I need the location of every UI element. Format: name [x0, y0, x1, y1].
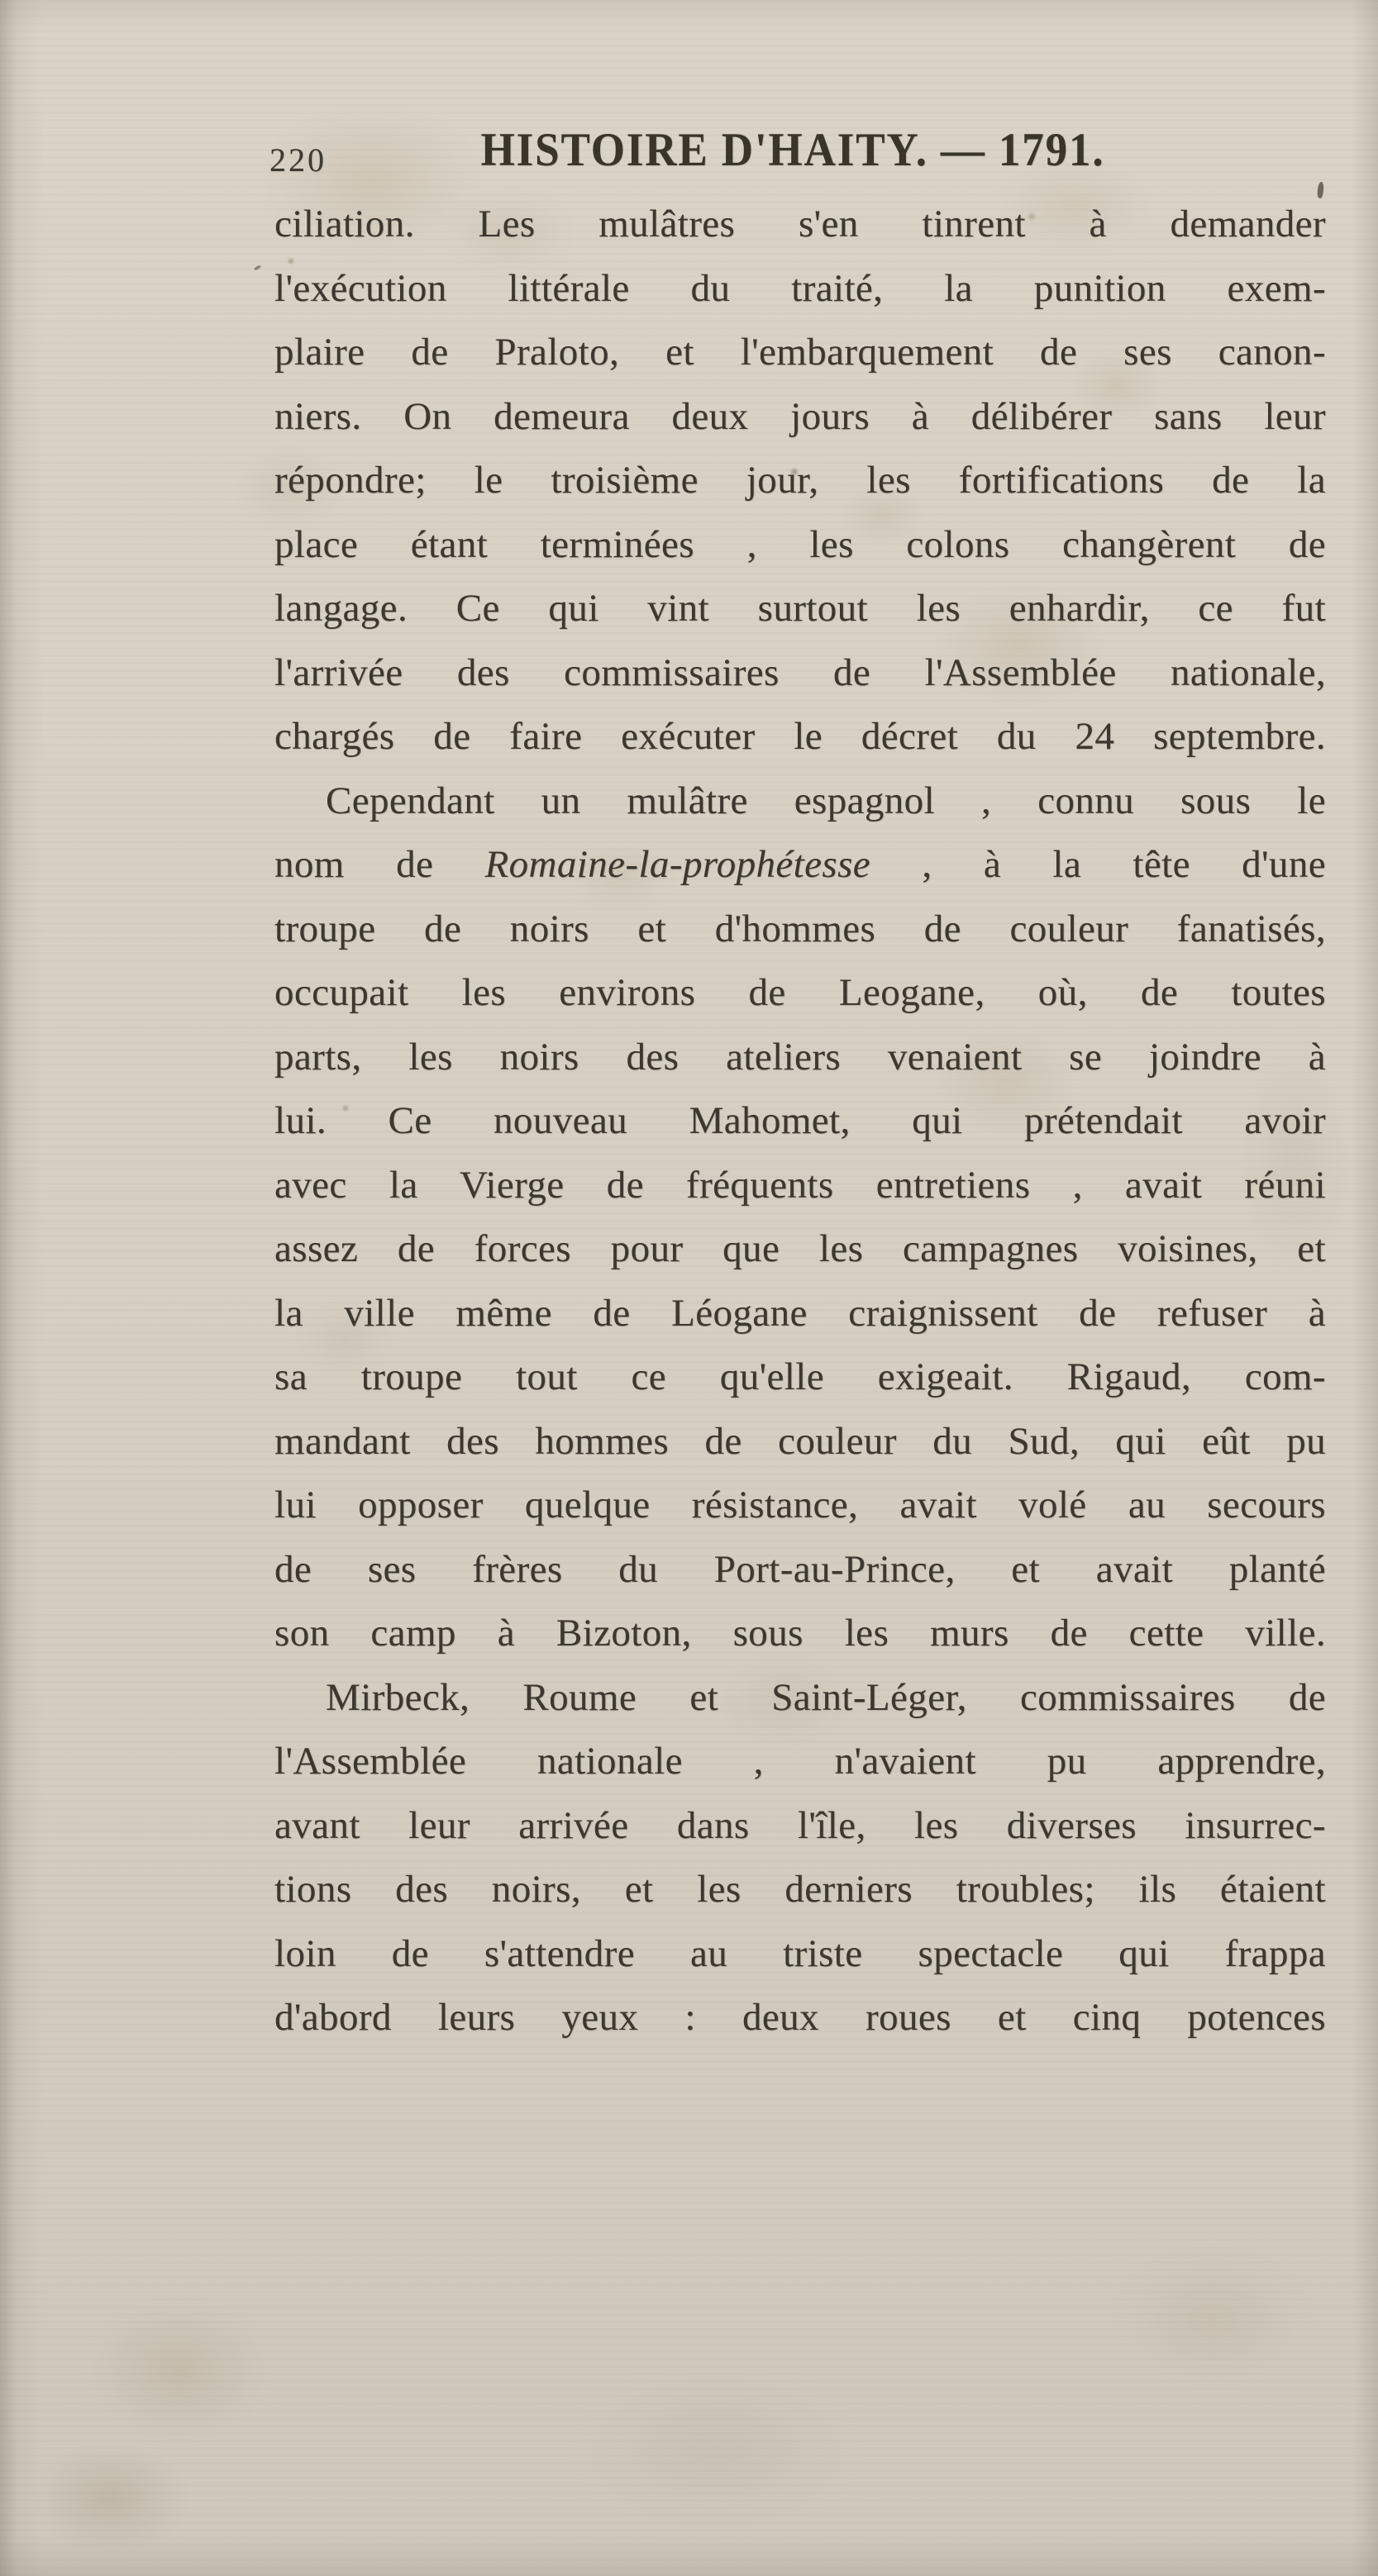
- page-header: [0, 0, 1378, 215]
- text-run: langage. Ce qui vint surtout les enhardir, ce fut: [274, 587, 1326, 630]
- text-run: lui. Ce nouveau Mahomet, qui prétendait avoir: [274, 1099, 1326, 1142]
- text-line: [274, 385, 1326, 450]
- text-line: [274, 641, 1326, 706]
- text-line: [274, 1666, 1326, 1731]
- text-run: chargés de faire exécuter le décret du 24 septembre.: [274, 715, 1326, 758]
- stray-ink-dot: [254, 264, 262, 271]
- text-line: [274, 898, 1326, 962]
- text-line: [274, 1089, 1326, 1154]
- text-line: [274, 1410, 1326, 1474]
- body-text: [274, 193, 1326, 2050]
- text-run: d'abord leurs yeux : deux roues et cinq potences: [274, 1996, 1326, 2039]
- text-run: assez de forces pour que les campagnes voisines, et: [274, 1227, 1326, 1270]
- text-run: nom de: [274, 843, 485, 886]
- text-run: de ses frères du Port-au-Prince, et avait planté: [274, 1547, 1326, 1591]
- text-line: [274, 1282, 1326, 1346]
- text-run: place étant terminées , les colons changèrent de: [274, 522, 1326, 566]
- text-run: répondre; le troisième jour, les fortifications de la: [274, 459, 1326, 502]
- text-line: [274, 321, 1326, 385]
- text-line: [274, 1730, 1326, 1794]
- text-run: la ville même de Léogane craignissent de refuser à: [274, 1291, 1326, 1335]
- text-line: [274, 513, 1326, 578]
- text-line: [274, 1538, 1326, 1602]
- text-run: l'arrivée des commissaires de l'Assemblée nationale,: [274, 650, 1326, 694]
- text-run: lui opposer quelque résistance, avait volé au secours: [274, 1483, 1326, 1526]
- text-run: occupait les environs de Leogane, où, de toutes: [274, 971, 1326, 1014]
- text-run: l'Assemblée nationale , n'avaient pu apprendre,: [274, 1740, 1326, 1783]
- text-line: [274, 769, 1326, 834]
- text-run: , à la tête d'une: [870, 843, 1326, 886]
- text-line: [274, 833, 1326, 898]
- italic-phrase: Romaine-la-prophétesse: [484, 843, 871, 886]
- text-run: tions des noirs, et les derniers troubles; ils étaient: [274, 1868, 1326, 1911]
- text-run: avant leur arrivée dans l'île, les diverses insurrec-: [274, 1803, 1326, 1847]
- text-run: Mirbeck, Roume et Saint-Léger, commissaires de: [326, 1675, 1326, 1719]
- text-run: plaire de Praloto, et l'embarquement de ses canon-: [274, 331, 1326, 374]
- text-line: [274, 1858, 1326, 1922]
- text-line: [274, 961, 1326, 1026]
- text-line: [274, 1922, 1326, 1987]
- page-number: 220: [269, 141, 327, 179]
- text-run: son camp à Bizoton, sous les murs de cette ville.: [274, 1612, 1326, 1655]
- text-run: l'exécution littérale du traité, la punition exem-: [274, 266, 1326, 310]
- text-run: mandant des hommes de couleur du Sud, qui eût pu: [274, 1419, 1326, 1463]
- text-line: [274, 449, 1326, 513]
- text-line: [274, 257, 1326, 321]
- text-line: [274, 1345, 1326, 1410]
- text-run: parts, les noirs des ateliers venaient se joindre à: [274, 1035, 1326, 1078]
- text-run: ciliation. Les mulâtres s'en tinrent à demander: [274, 202, 1326, 245]
- text-line: [274, 193, 1326, 257]
- text-line: [274, 1026, 1326, 1090]
- text-line: [274, 1602, 1326, 1666]
- text-run: avec la Vierge de fréquents entretiens , avait réuni: [274, 1163, 1326, 1207]
- text-run: niers. On demeura deux jours à délibérer sans leur: [274, 394, 1326, 438]
- text-line: [274, 705, 1326, 769]
- text-line: [274, 577, 1326, 641]
- text-run: loin de s'attendre au triste spectacle qui frappa: [274, 1931, 1326, 1975]
- text-line: [274, 1794, 1326, 1859]
- text-run: troupe de noirs et d'hommes de couleur fanatisés,: [274, 907, 1326, 950]
- running-title: HISTOIRE D'HAITY. — 1791.: [480, 124, 1104, 176]
- text-line: [274, 1474, 1326, 1538]
- text-line: [274, 1217, 1326, 1282]
- text-line: [274, 1154, 1326, 1218]
- text-line: [274, 1986, 1326, 2050]
- text-run: Cependant un mulâtre espagnol , connu sous le: [326, 779, 1326, 822]
- text-run: sa troupe tout ce qu'elle exigeait. Rigaud, com-: [274, 1355, 1326, 1398]
